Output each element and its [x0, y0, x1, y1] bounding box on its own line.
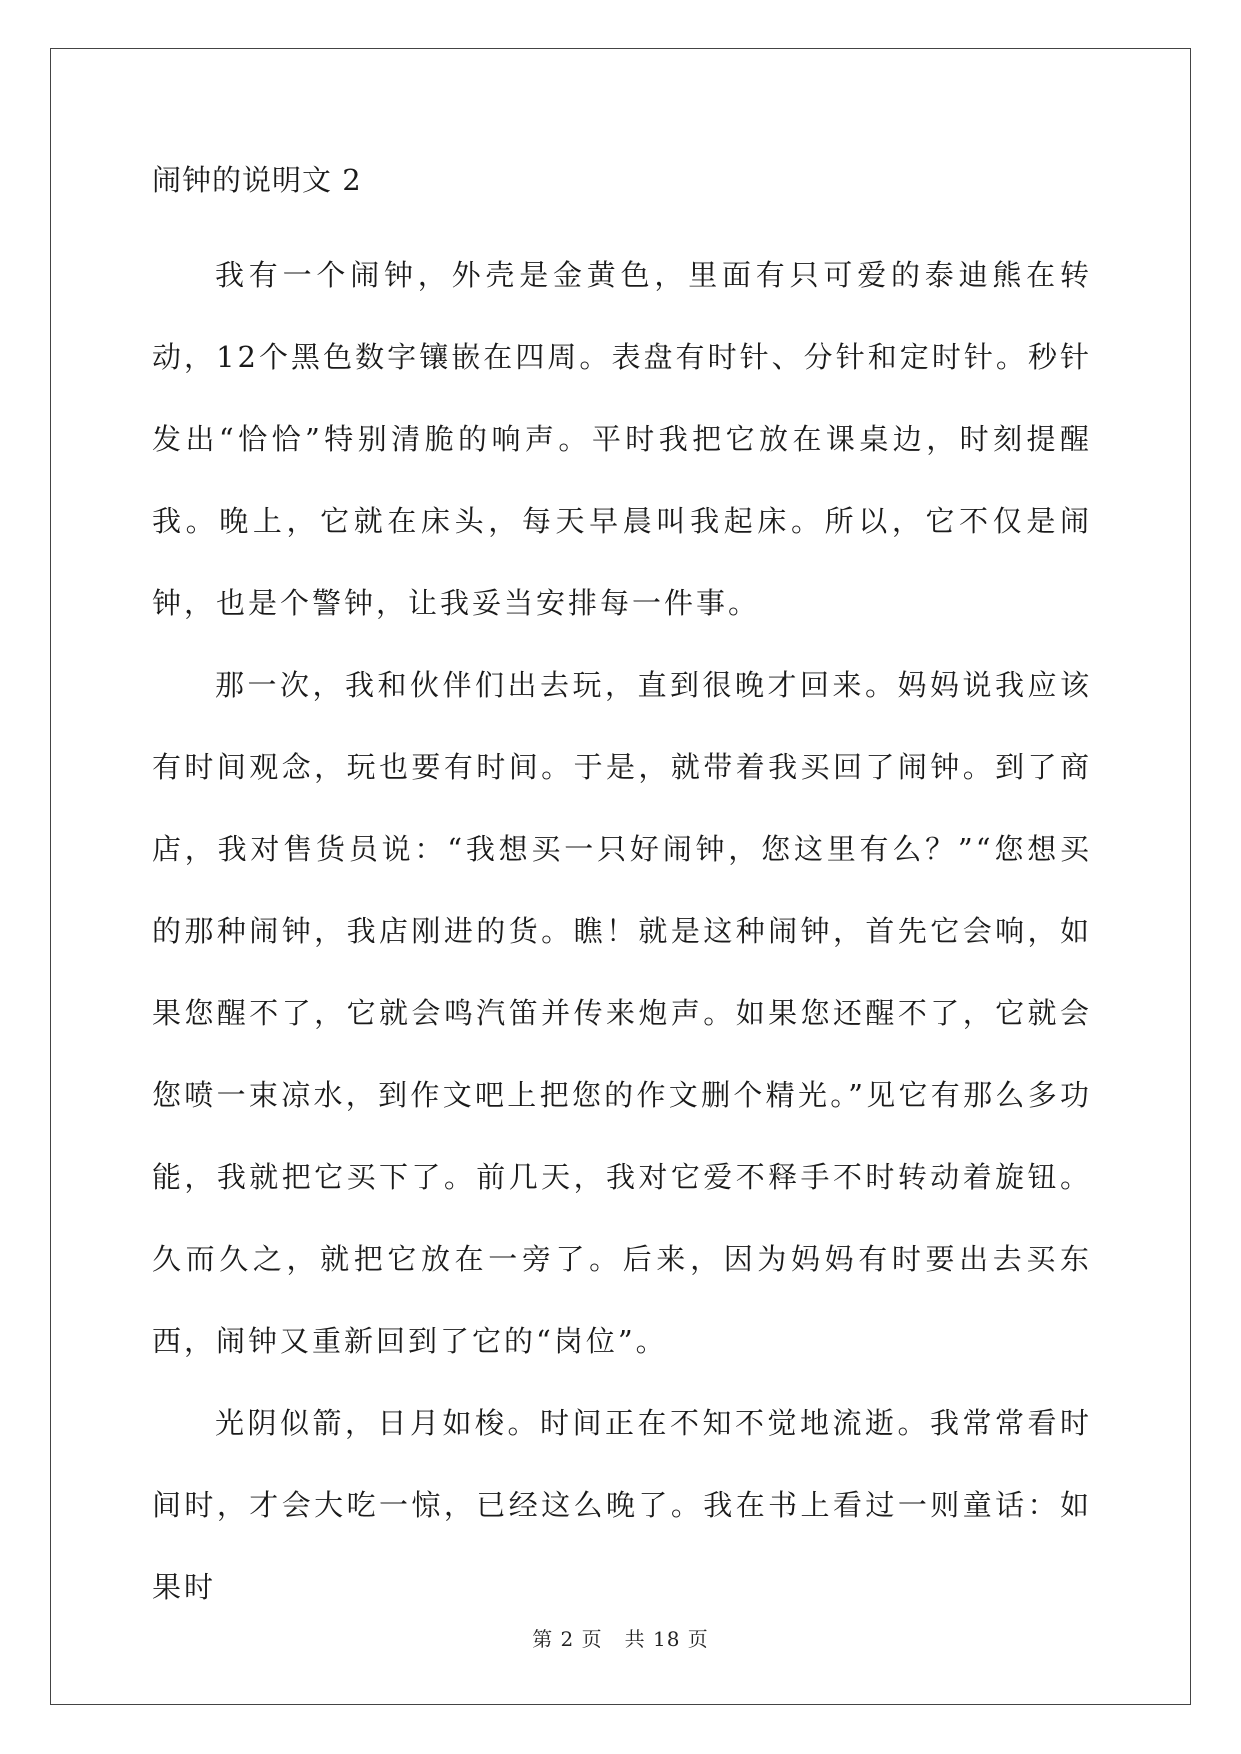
- paragraph-3: 光阴似箭，日月如梭。时间正在不知不觉地流逝。我常常看时间时，才会大吃一惊，已经这么晚了。我在书上看过一则童话：如果时: [152, 1406, 1092, 1604]
- document-body: [152, 160, 1092, 1628]
- total-pages: 共 18 页: [624, 1627, 709, 1651]
- page-number: 第 2 页: [532, 1627, 603, 1651]
- page-footer: [0, 1623, 1241, 1652]
- document-title: 闹钟的说明文 2: [152, 163, 362, 197]
- paragraph-2: 那一次，我和伙伴们出去玩，直到很晚才回来。妈妈说我应该有时间观念，玩也要有时间。于是，就带着我买回了闹钟。到了商店，我对售货员说：“我想买一只好闹钟，您这里有么？”“您想买的那种闹钟，我店刚进的货。瞧！就是这种闹钟，首先它会响，如果您醒不了，它就会鸣汽笛并传来炮声。如果您还醒不了，它就会您喷一束凉水，到作文吧上把您的作文删个精光。”见它有那么多功能，我就把它买下了。前几天，我对它爱不释手不时转动着旋钮。久而久之，就把它放在一旁了。后来，因为妈妈有时要出去买东西，闹钟又重新回到了它的“岗位”。: [152, 668, 1092, 1358]
- paragraph-1: 我有一个闹钟，外壳是金黄色，里面有只可爱的泰迪熊在转动，12个黑色数字镶嵌在四周。表盘有时针、分针和定时针。秒针发出“恰恰”特别清脆的响声。平时我把它放在课桌边，时刻提醒我。晚上，它就在床头，每天早晨叫我起床。所以，它不仅是闹钟，也是个警钟，让我妥当安排每一件事。: [152, 258, 1092, 620]
